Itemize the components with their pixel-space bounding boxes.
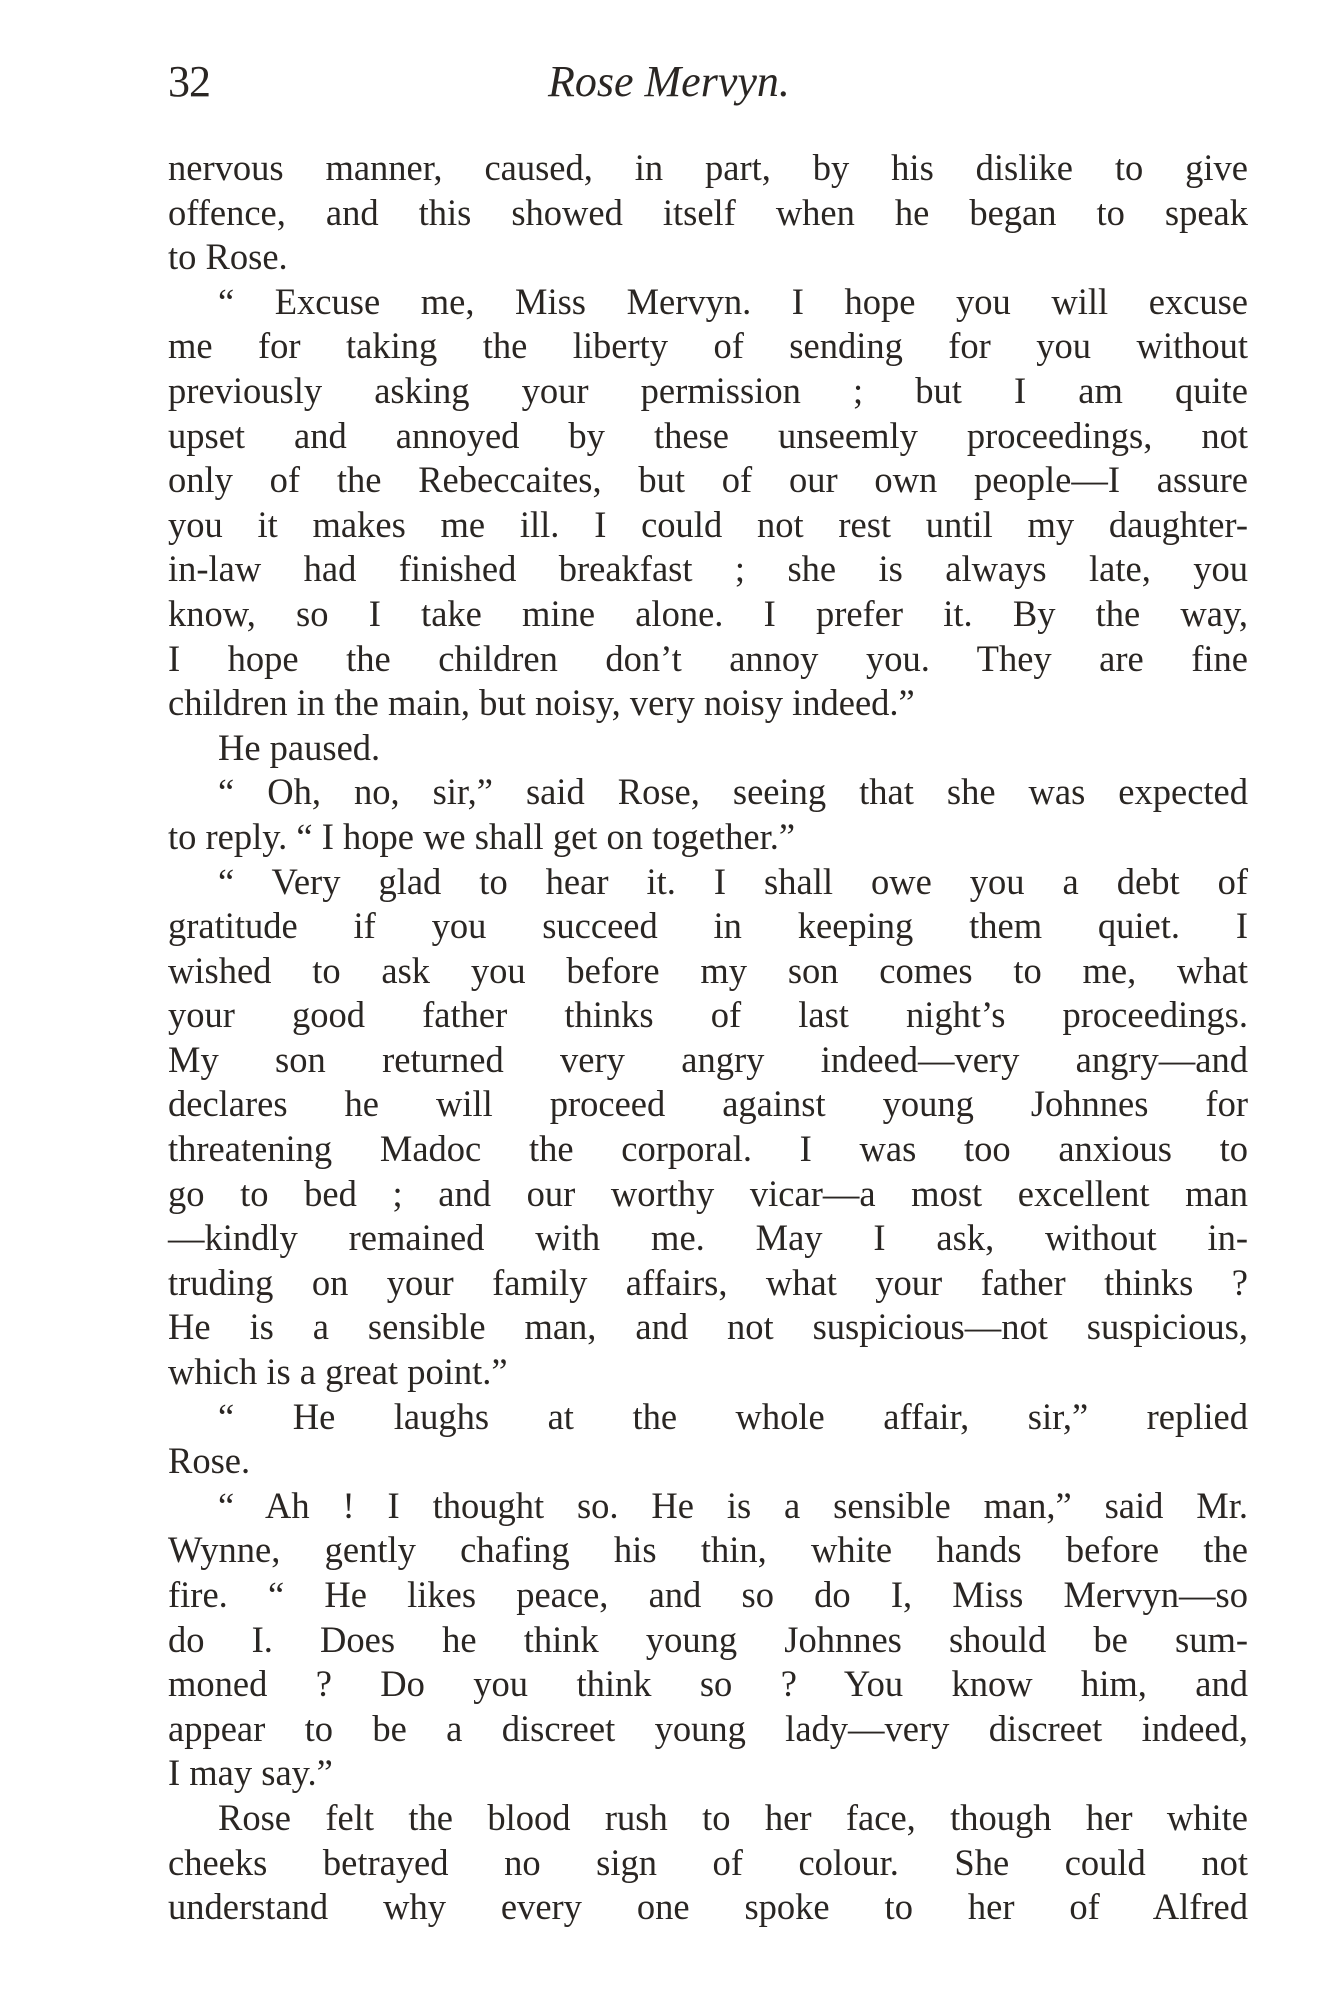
text-line: children in the main, but noisy, very noisy indeed.” bbox=[168, 682, 915, 724]
text-line: to reply. “ I hope we shall get on together.” bbox=[168, 815, 796, 857]
text-line: I may say.” bbox=[168, 1752, 333, 1794]
text-line: Rose. bbox=[168, 1440, 251, 1482]
text-line: to Rose. bbox=[168, 236, 288, 278]
text-line: wished to ask you before my son comes to me, what bbox=[168, 949, 1248, 991]
text-line: you it makes me ill. I could not rest until my daughter- bbox=[168, 503, 1248, 545]
text-line: your good father thinks of last night’s proceedings. bbox=[168, 994, 1248, 1036]
text-line: nervous manner, caused, in part, by his dislike to give bbox=[168, 147, 1248, 188]
text-line: Wynne, gently chafing his thin, white hands before the bbox=[168, 1529, 1248, 1571]
text-line: “ He laughs at the whole affair, sir,” replied bbox=[218, 1395, 1248, 1437]
body-text bbox=[168, 146, 1248, 1930]
text-line: My son returned very angry indeed—very angry—and bbox=[168, 1038, 1248, 1080]
text-line: “ Excuse me, Miss Mervyn. I hope you will excuse bbox=[218, 280, 1248, 322]
text-line: previously asking your permission ; but I am quite bbox=[168, 369, 1248, 411]
text-line: me for taking the liberty of sending for you without bbox=[168, 325, 1248, 367]
text-line: know, so I take mine alone. I prefer it. By the way, bbox=[168, 592, 1248, 634]
text-line: He paused. bbox=[218, 726, 381, 768]
text-line: offence, and this showed itself when he began to speak bbox=[168, 191, 1248, 233]
text-line: cheeks betrayed no sign of colour. She could not bbox=[168, 1841, 1248, 1883]
text-line: upset and annoyed by these unseemly proceedings, not bbox=[168, 414, 1248, 456]
text-line: I hope the children don’t annoy you. They are fine bbox=[168, 637, 1248, 679]
running-head bbox=[168, 52, 1248, 112]
text-line: “ Ah ! I thought so. He is a sensible man,” said Mr. bbox=[218, 1484, 1248, 1526]
text-line: do I. Does he think young Johnnes should be sum- bbox=[168, 1618, 1248, 1660]
text-line: threatening Madoc the corporal. I was too anxious to bbox=[168, 1128, 1248, 1170]
text-line: understand why every one spoke to her of Alfred bbox=[168, 1886, 1248, 1928]
text-line: in-law had finished breakfast ; she is always late, you bbox=[168, 548, 1248, 590]
text-line: moned ? Do you think so ? You know him, and bbox=[168, 1663, 1248, 1705]
text-line: only of the Rebeccaites, but of our own people—I assure bbox=[168, 459, 1248, 501]
text-line: go to bed ; and our worthy vicar—a most excellent man bbox=[168, 1172, 1248, 1214]
text-line: which is a great point.” bbox=[168, 1351, 508, 1393]
text-line: “ Very glad to hear it. I shall owe you a debt of bbox=[218, 860, 1248, 902]
text-line: —kindly remained with me. May I ask, without in- bbox=[168, 1217, 1248, 1259]
text-line: Rose felt the blood rush to her face, though her white bbox=[218, 1796, 1248, 1838]
text-line: declares he will proceed against young Johnnes for bbox=[168, 1083, 1248, 1125]
page-number: 32 bbox=[168, 57, 210, 106]
text-line: gratitude if you succeed in keeping them quiet. I bbox=[168, 905, 1248, 947]
text-line: He is a sensible man, and not suspicious—not suspicious, bbox=[168, 1306, 1248, 1348]
running-title: Rose Mervyn. bbox=[548, 57, 790, 106]
text-line: “ Oh, no, sir,” said Rose, seeing that she was expected bbox=[218, 771, 1248, 813]
text-line: fire. “ He likes peace, and so do I, Miss Mervyn—so bbox=[168, 1574, 1248, 1615]
text-line: appear to be a discreet young lady—very discreet indeed, bbox=[168, 1707, 1248, 1749]
text-line: truding on your family affairs, what your father thinks ? bbox=[168, 1261, 1248, 1303]
